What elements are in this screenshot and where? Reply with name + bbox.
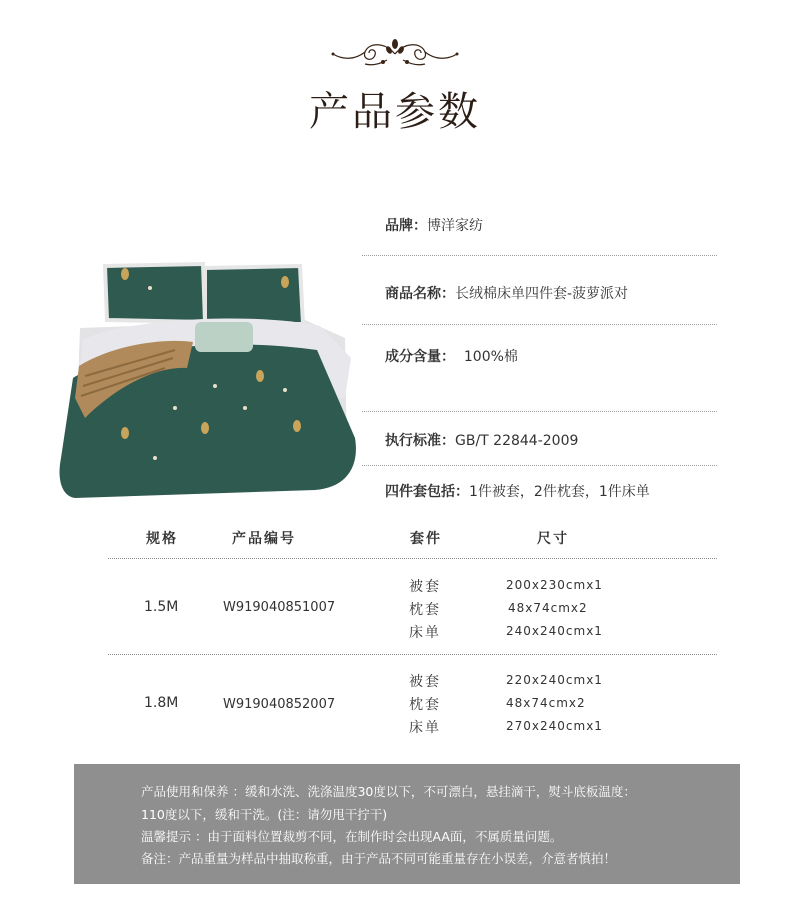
care-line: 110度以下，缓和干洗。(注：请勿甩干拧干)	[141, 807, 388, 822]
row-dimension: 48x74cmx2	[506, 696, 586, 710]
row-dimension: 240x240cmx1	[506, 624, 603, 638]
care-line: 备注：产品重量为样品中抽取称重，由于产品不同可能重量存在小误差，介意者慎拍！	[141, 851, 617, 866]
spec-composition-label: 成分含量：	[385, 349, 455, 365]
spec-standard	[385, 430, 717, 450]
table-header-code: 产品编号	[232, 531, 296, 547]
spec-composition-value: 100%棉	[455, 349, 518, 365]
spec-set-contents-label: 四件套包括：	[385, 484, 469, 500]
spec-product-name-label: 商品名称：	[385, 286, 455, 302]
care-instructions-box	[74, 764, 740, 884]
row-item: 床单	[409, 720, 441, 736]
spec-composition	[385, 346, 717, 366]
spec-product-name-value: 长绒棉床单四件套-菠萝派对	[455, 286, 629, 302]
row-dimension: 220x240cmx1	[506, 673, 603, 687]
spec-set-contents-value: 1件被套，2件枕套，1件床单	[469, 484, 650, 500]
spec-brand-label: 品牌：	[385, 218, 427, 234]
row-dimension: 48x74cmx2	[508, 601, 588, 615]
care-line: 温馨提示 ：由于面料位置裁剪不同，在制作时会出现AA面，不属质量问题。	[141, 829, 563, 844]
spec-brand-value: 博洋家纺	[427, 218, 483, 234]
divider	[362, 411, 717, 412]
pillow-right	[205, 266, 303, 324]
row-item: 被套	[409, 579, 441, 595]
row-item: 床单	[409, 625, 441, 641]
row-dimension: 270x240cmx1	[506, 719, 603, 733]
table-header-dimensions: 尺寸	[537, 531, 569, 547]
divider	[362, 255, 717, 256]
row-item: 枕套	[409, 697, 441, 713]
table-divider	[108, 654, 717, 655]
title-ornament	[325, 30, 465, 74]
care-line: 产品使用和保养 ：缓和水洗、洗涤温度30度以下，不可漂白，悬挂滴干，熨斗底板温度：	[141, 784, 636, 799]
row-item: 被套	[409, 674, 441, 690]
spec-product-name	[385, 283, 717, 303]
cushion	[195, 322, 253, 352]
table-divider	[108, 558, 717, 559]
pillow-left	[105, 264, 205, 322]
row-size: 1.5M	[144, 599, 179, 615]
product-image	[55, 258, 360, 503]
divider	[362, 324, 717, 325]
spec-standard-value: GB/T 22844-2009	[455, 433, 579, 449]
row-dimension: 200x230cmx1	[506, 578, 603, 592]
spec-standard-label: 执行标准：	[385, 433, 455, 449]
row-code: W919040852007	[223, 697, 336, 712]
row-size: 1.8M	[144, 695, 179, 711]
spec-brand	[385, 215, 717, 235]
row-item: 枕套	[409, 602, 441, 618]
table-header-set: 套件	[410, 531, 442, 547]
divider	[362, 465, 717, 466]
table-header-size: 规格	[146, 531, 178, 547]
row-code: W919040851007	[223, 600, 336, 615]
page-title: 产品参数	[309, 89, 481, 135]
spec-set-contents	[385, 481, 717, 501]
